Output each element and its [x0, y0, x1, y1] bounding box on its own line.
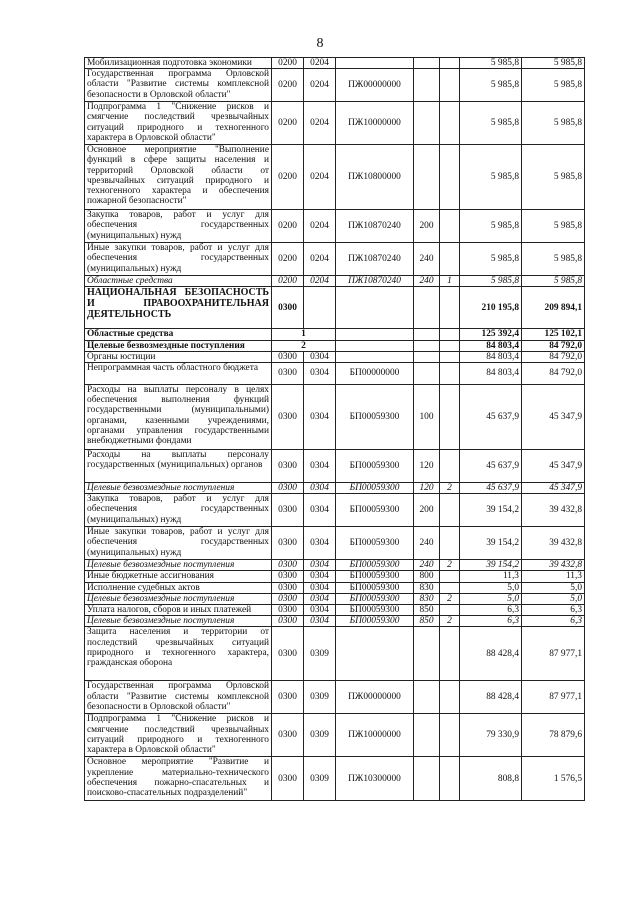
target-item-code-cell	[336, 627, 414, 681]
subsection-code-cell: 0304	[304, 385, 336, 450]
target-item-code-cell	[336, 351, 414, 362]
expense-type-code-cell: 850	[414, 605, 440, 616]
target-item-code-cell: ПЖ00000000	[336, 69, 414, 102]
amount-year2-cell: 5 985,8	[522, 276, 585, 287]
amount-year2-cell: 87 977,1	[522, 681, 585, 714]
funding-source-cell	[440, 102, 460, 145]
amount-year1-cell: 79 330,9	[460, 714, 522, 757]
funding-source-cell	[440, 527, 460, 560]
expense-type-code-cell	[414, 69, 440, 102]
amount-year1-cell: 84 803,4	[460, 340, 522, 351]
subsection-code-cell: 0204	[304, 210, 336, 243]
funding-source-cell: 2	[440, 560, 460, 571]
row-name-cell: Целевые безвозмездные поступления	[85, 616, 272, 627]
subsection-code-cell: 0309	[304, 681, 336, 714]
row-name-cell: Основное мероприятие "Развитие и укрепление материально-технического обеспечения пожарно-спасательных и поисково-спасательных подразделений"	[85, 757, 272, 801]
amount-year2-cell: 5,0	[522, 593, 585, 604]
section-code-cell: 0300	[272, 757, 304, 801]
subsection-code-cell: 0304	[304, 571, 336, 582]
amount-year2-cell: 45 347,9	[522, 385, 585, 450]
table-row	[85, 714, 585, 757]
target-item-code-cell: ПЖ10000000	[336, 102, 414, 145]
expense-type-code-cell: 100	[414, 385, 440, 450]
funding-source-cell	[440, 69, 460, 102]
expense-type-code-cell	[414, 714, 440, 757]
amount-year2-cell: 5 985,8	[522, 210, 585, 243]
expense-type-code-cell: 800	[414, 571, 440, 582]
funding-source-cell	[440, 757, 460, 801]
table-row	[85, 210, 585, 243]
expense-type-code-cell	[414, 757, 440, 801]
section-code-cell: 0300	[272, 605, 304, 616]
page-number: 8	[316, 36, 324, 51]
amount-year1-cell: 5 985,8	[460, 210, 522, 243]
expense-type-code-cell: 200	[414, 494, 440, 527]
table-row	[85, 351, 585, 362]
target-item-code-cell: БП00059300	[336, 616, 414, 627]
target-item-code-cell: БП00059300	[336, 605, 414, 616]
row-name-cell: Государственная программа Орловской области "Развитие системы комплексной безопасности в Орловской области"	[85, 681, 272, 714]
target-item-code-cell: БП00059300	[336, 385, 414, 450]
table-row	[85, 527, 585, 560]
amount-year1-cell: 84 803,4	[460, 363, 522, 385]
amount-year2-cell: 39 432,8	[522, 527, 585, 560]
funding-source-cell	[440, 494, 460, 527]
row-name-cell: Закупка товаров, работ и услуг для обеспечения государственных (муниципальных) нужд	[85, 494, 272, 527]
funding-source-cell: 2	[440, 616, 460, 627]
funding-source-cell	[440, 210, 460, 243]
table-row	[85, 605, 585, 616]
amount-year2-cell: 87 977,1	[522, 627, 585, 681]
table-row	[85, 363, 585, 385]
amount-year1-cell: 5 985,8	[460, 243, 522, 276]
subsection-code-cell: 0304	[304, 450, 336, 483]
target-item-code-cell: БП00059300	[336, 582, 414, 593]
section-code-cell: 0300	[272, 560, 304, 571]
funding-source-cell	[440, 287, 460, 329]
target-item-code-cell: БП00059300	[336, 483, 414, 494]
funding-source-cell	[440, 385, 460, 450]
row-name-cell: Защита населения и территории от последствий чрезвычайных ситуаций природного и техногенного характера, гражданская оборона	[85, 627, 272, 681]
amount-year1-cell: 45 637,9	[460, 450, 522, 483]
amount-year1-cell: 125 392,4	[460, 329, 522, 340]
subsection-code-cell: 0204	[304, 276, 336, 287]
target-item-code-cell: ПЖ10300000	[336, 757, 414, 801]
amount-year2-cell: 5 985,8	[522, 69, 585, 102]
row-name-cell: Областные средства	[85, 276, 272, 287]
expense-type-code-cell	[414, 329, 440, 340]
amount-year1-cell: 39 154,2	[460, 527, 522, 560]
funding-source-cell	[440, 351, 460, 362]
table-row	[85, 582, 585, 593]
subsection-code-cell: 0304	[304, 483, 336, 494]
expense-type-code-cell	[414, 340, 440, 351]
amount-year2-cell: 6,3	[522, 605, 585, 616]
expense-type-code-cell: 240	[414, 276, 440, 287]
table-row	[85, 276, 585, 287]
section-code-cell: 0300	[272, 582, 304, 593]
amount-year1-cell: 5 985,8	[460, 58, 522, 69]
table-row	[85, 243, 585, 276]
row-name-cell: Областные средства	[85, 329, 272, 340]
row-name-cell: Закупка товаров, работ и услуг для обеспечения государственных (муниципальных) нужд	[85, 210, 272, 243]
table-row	[85, 757, 585, 801]
section-code-cell: 0300	[272, 385, 304, 450]
expense-type-code-cell	[414, 681, 440, 714]
amount-year2-cell: 209 894,1	[522, 287, 585, 329]
row-name-cell: Исполнение судебных актов	[85, 582, 272, 593]
section-code-cell: 0300	[272, 627, 304, 681]
row-name-cell: Целевые безвозмездные поступления	[85, 340, 272, 351]
row-name-cell: Расходы на выплаты персоналу в целях обеспечения выполнения функций государственными (муниципальными) органами, казенными учреждениями, органами управления государственными внебюджетными фондами	[85, 385, 272, 450]
expense-type-code-cell	[414, 145, 440, 210]
row-name-cell: Уплата налогов, сборов и иных платежей	[85, 605, 272, 616]
row-name-cell: Расходы на выплаты персоналу государственных (муниципальных) органов	[85, 450, 272, 483]
amount-year2-cell: 84 792,0	[522, 351, 585, 362]
funding-source-cell	[440, 58, 460, 69]
funding-source-cell	[440, 627, 460, 681]
section-code-cell: 0300	[272, 450, 304, 483]
row-name-cell: Целевые безвозмездные поступления	[85, 593, 272, 604]
row-name-cell: Органы юстиции	[85, 351, 272, 362]
section-code-cell: 0300	[272, 363, 304, 385]
subsection-code-cell: 0204	[304, 102, 336, 145]
expense-type-code-cell: 120	[414, 450, 440, 483]
expense-type-code-cell: 240	[414, 243, 440, 276]
subsection-code-cell: 0304	[304, 560, 336, 571]
expense-type-code-cell: 200	[414, 210, 440, 243]
amount-year2-cell: 5 985,8	[522, 102, 585, 145]
funding-source-cell: 1	[440, 276, 460, 287]
table-row	[85, 287, 585, 329]
amount-year2-cell: 1 576,5	[522, 757, 585, 801]
table-row	[85, 483, 585, 494]
table-row	[85, 681, 585, 714]
target-item-code-cell: БП00059300	[336, 494, 414, 527]
amount-year1-cell: 5 985,8	[460, 69, 522, 102]
row-name-cell: Целевые безвозмездные поступления	[85, 483, 272, 494]
expense-type-code-cell	[414, 287, 440, 329]
amount-year1-cell: 5 985,8	[460, 276, 522, 287]
target-item-code-cell: БП00059300	[336, 560, 414, 571]
section-code-cell: 0300	[272, 287, 304, 329]
section-code-cell: 0300	[272, 681, 304, 714]
subsection-code-cell	[304, 287, 336, 329]
row-name-cell: Иные закупки товаров, работ и услуг для обеспечения государственных (муниципальных) нужд	[85, 243, 272, 276]
table-row	[85, 494, 585, 527]
funding-source-cell	[440, 571, 460, 582]
amount-year1-cell: 88 428,4	[460, 627, 522, 681]
funding-source-cell: 2	[440, 483, 460, 494]
amount-year1-cell: 84 803,4	[460, 351, 522, 362]
section-code-cell: 0200	[272, 243, 304, 276]
expense-type-code-cell	[414, 351, 440, 362]
amount-year2-cell: 6,3	[522, 616, 585, 627]
funding-source-cell	[440, 714, 460, 757]
row-name-cell: Иные бюджетные ассигнования	[85, 571, 272, 582]
amount-year1-cell: 11,3	[460, 571, 522, 582]
section-code-cell: 0200	[272, 58, 304, 69]
row-name-cell: Основное мероприятие "Выполнение функций в сфере защиты населения и территорий Орловской области от чрезвычайных ситуаций природного и техногенного характера и обеспечения пожарной безопасности"	[85, 145, 272, 210]
section-code-cell: 0300	[272, 714, 304, 757]
section-code-cell: 0300	[272, 593, 304, 604]
target-item-code-cell: БП00059300	[336, 450, 414, 483]
amount-year1-cell: 5 985,8	[460, 102, 522, 145]
expense-type-code-cell: 830	[414, 582, 440, 593]
section-code-cell: 0200	[272, 69, 304, 102]
subsection-code-cell: 0304	[304, 582, 336, 593]
amount-year1-cell: 6,3	[460, 605, 522, 616]
expense-type-code-cell	[414, 627, 440, 681]
funding-source-cell: 2	[440, 593, 460, 604]
funding-source-cell	[440, 340, 460, 351]
section-code-cell: 0300	[272, 483, 304, 494]
amount-year1-cell: 39 154,2	[460, 494, 522, 527]
target-item-code-cell	[336, 329, 414, 340]
table-row	[85, 58, 585, 69]
amount-year1-cell: 5,0	[460, 582, 522, 593]
target-item-code-cell	[336, 287, 414, 329]
subsection-code-cell: 0309	[304, 757, 336, 801]
expense-type-code-cell: 240	[414, 560, 440, 571]
target-item-code-cell: ПЖ00000000	[336, 681, 414, 714]
subsection-code-cell: 0304	[304, 616, 336, 627]
target-item-code-cell: БП00059300	[336, 593, 414, 604]
table-row	[85, 560, 585, 571]
target-item-code-cell: ПЖ10870240	[336, 210, 414, 243]
target-item-code-cell: БП00000000	[336, 363, 414, 385]
target-item-code-cell: ПЖ10800000	[336, 145, 414, 210]
section-code-cell: 0200	[272, 102, 304, 145]
subsection-code-cell: 0304	[304, 593, 336, 604]
row-name-cell: Непрограммная часть областного бюджета	[85, 363, 272, 385]
section-code-cell: 1	[272, 329, 336, 340]
subsection-code-cell: 0204	[304, 69, 336, 102]
amount-year1-cell: 5,0	[460, 593, 522, 604]
funding-source-cell	[440, 605, 460, 616]
target-item-code-cell: БП00059300	[336, 571, 414, 582]
section-code-cell: 0300	[272, 616, 304, 627]
section-code-cell: 0300	[272, 527, 304, 560]
target-item-code-cell	[336, 58, 414, 69]
amount-year1-cell: 88 428,4	[460, 681, 522, 714]
expense-type-code-cell: 850	[414, 616, 440, 627]
section-code-cell: 2	[272, 340, 336, 351]
subsection-code-cell: 0309	[304, 714, 336, 757]
expense-type-code-cell	[414, 58, 440, 69]
table-row	[85, 145, 585, 210]
expense-type-code-cell	[414, 363, 440, 385]
amount-year2-cell: 5 985,8	[522, 145, 585, 210]
amount-year1-cell: 45 637,9	[460, 483, 522, 494]
subsection-code-cell: 0204	[304, 58, 336, 69]
target-item-code-cell: ПЖ10870240	[336, 276, 414, 287]
target-item-code-cell: ПЖ10870240	[336, 243, 414, 276]
table-row	[85, 329, 585, 340]
subsection-code-cell: 0304	[304, 527, 336, 560]
funding-source-cell	[440, 681, 460, 714]
section-code-cell: 0200	[272, 276, 304, 287]
subsection-code-cell: 0304	[304, 494, 336, 527]
section-code-cell: 0200	[272, 145, 304, 210]
amount-year1-cell: 6,3	[460, 616, 522, 627]
row-name-cell: Целевые безвозмездные поступления	[85, 560, 272, 571]
table-row	[85, 102, 585, 145]
subsection-code-cell: 0204	[304, 145, 336, 210]
amount-year2-cell: 84 792,0	[522, 340, 585, 351]
amount-year2-cell: 11,3	[522, 571, 585, 582]
expense-type-code-cell: 240	[414, 527, 440, 560]
expense-type-code-cell	[414, 102, 440, 145]
section-code-cell: 0300	[272, 571, 304, 582]
amount-year2-cell: 5 985,8	[522, 58, 585, 69]
amount-year1-cell: 45 637,9	[460, 385, 522, 450]
row-name-cell: Иные закупки товаров, работ и услуг для обеспечения государственных (муниципальных) нужд	[85, 527, 272, 560]
funding-source-cell	[440, 329, 460, 340]
table-row	[85, 385, 585, 450]
table-row	[85, 571, 585, 582]
row-name-cell: НАЦИОНАЛЬНАЯ БЕЗОПАСНОСТЬ И ПРАВООХРАНИТЕЛЬНАЯ ДЕЯТЕЛЬНОСТЬ	[85, 287, 272, 329]
table-row	[85, 340, 585, 351]
table-row	[85, 616, 585, 627]
subsection-code-cell: 0304	[304, 605, 336, 616]
section-code-cell: 0300	[272, 351, 304, 362]
funding-source-cell	[440, 243, 460, 276]
budget-table	[84, 57, 585, 801]
amount-year2-cell: 45 347,9	[522, 483, 585, 494]
amount-year2-cell: 78 879,6	[522, 714, 585, 757]
table-row	[85, 69, 585, 102]
funding-source-cell	[440, 582, 460, 593]
table-row	[85, 627, 585, 681]
target-item-code-cell: БП00059300	[336, 527, 414, 560]
amount-year2-cell: 45 347,9	[522, 450, 585, 483]
amount-year1-cell: 210 195,8	[460, 287, 522, 329]
funding-source-cell	[440, 145, 460, 210]
funding-source-cell	[440, 450, 460, 483]
amount-year1-cell: 5 985,8	[460, 145, 522, 210]
subsection-code-cell: 0309	[304, 627, 336, 681]
subsection-code-cell: 0304	[304, 351, 336, 362]
amount-year2-cell: 39 432,8	[522, 494, 585, 527]
amount-year1-cell: 39 154,2	[460, 560, 522, 571]
table-row	[85, 593, 585, 604]
target-item-code-cell: ПЖ10000000	[336, 714, 414, 757]
target-item-code-cell	[336, 340, 414, 351]
subsection-code-cell: 0204	[304, 243, 336, 276]
amount-year2-cell: 39 432,8	[522, 560, 585, 571]
amount-year2-cell: 5 985,8	[522, 243, 585, 276]
expense-type-code-cell: 830	[414, 593, 440, 604]
row-name-cell: Мобилизационная подготовка экономики	[85, 58, 272, 69]
subsection-code-cell: 0304	[304, 363, 336, 385]
amount-year2-cell: 5,0	[522, 582, 585, 593]
amount-year2-cell: 84 792,0	[522, 363, 585, 385]
funding-source-cell	[440, 363, 460, 385]
section-code-cell: 0300	[272, 494, 304, 527]
row-name-cell: Государственная программа Орловской области "Развитие системы комплексной безопасности в Орловской области"	[85, 69, 272, 102]
section-code-cell: 0200	[272, 210, 304, 243]
expense-type-code-cell: 120	[414, 483, 440, 494]
table-row	[85, 450, 585, 483]
amount-year1-cell: 808,8	[460, 757, 522, 801]
amount-year2-cell: 125 102,1	[522, 329, 585, 340]
row-name-cell: Подпрограмма 1 "Снижение рисков и смягчение последствий чрезвычайных ситуаций природного и техногенного характера в Орловской области"	[85, 714, 272, 757]
row-name-cell: Подпрограмма 1 "Снижение рисков и смягчение последствий чрезвычайных ситуаций природного и техногенного характера в Орловской области"	[85, 102, 272, 145]
